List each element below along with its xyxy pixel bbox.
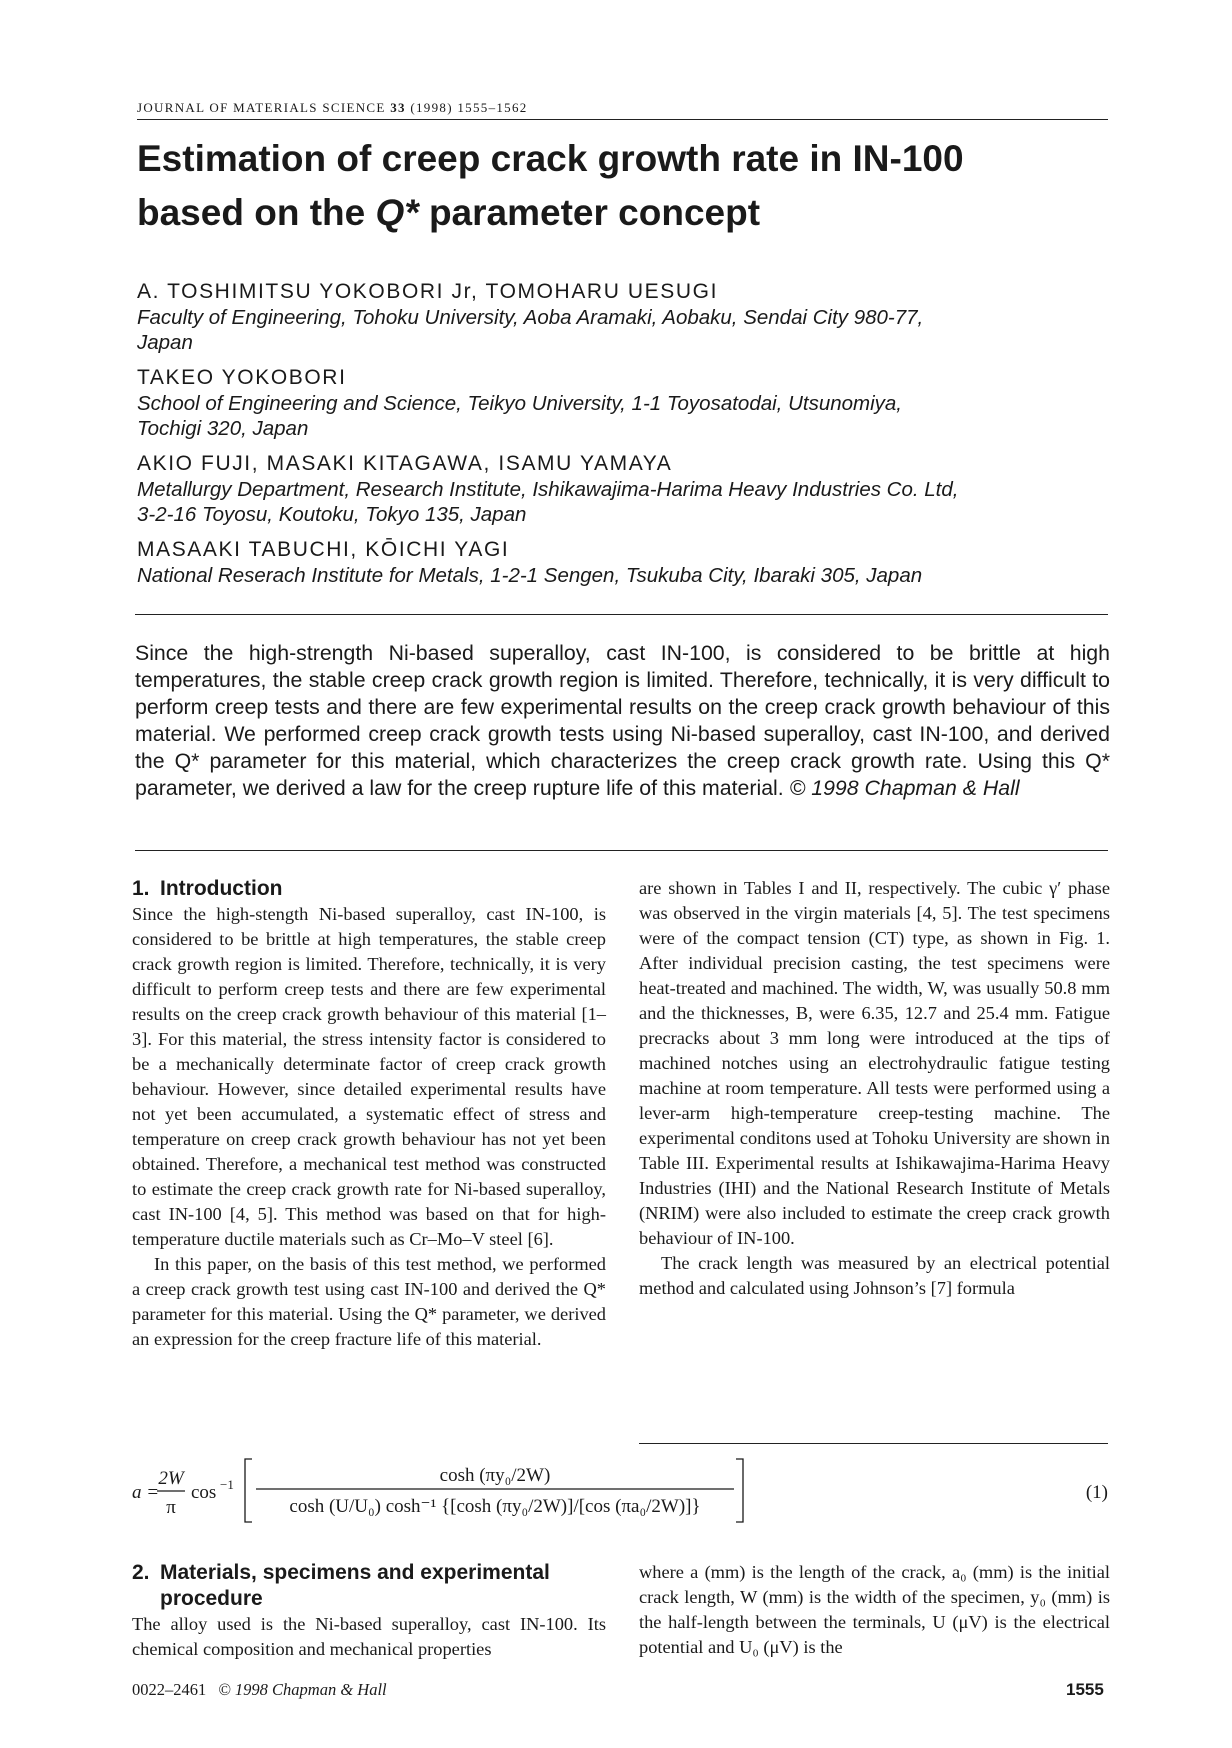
author-group: [137, 278, 1112, 355]
title-line-2-start: based on the: [137, 192, 376, 233]
journal-year-pages: (1998) 1555–1562: [410, 100, 528, 115]
issn: 0022–2461: [132, 1680, 207, 1699]
left-column: [132, 876, 606, 1352]
header-rule: [137, 119, 1108, 120]
affiliation-line: Tochigi 320, Japan: [137, 417, 309, 440]
paragraph: Since the high-stength Ni-based superalloy, cast IN-100, is considered to be brittle at high temperatures, the stable creep crack growth region is limited. Therefore, technically, it is very difficult to perform creep tests and there are few experimental results on the creep crack growth behaviour of this material [1–3]. For this material, the stress intensity factor is considered to be a mechanically determinate factor of creep crack growth behaviour. However, since detailed experimental results have not yet been accumulated, a systematic effect of stress and temperature on creep crack growth behaviour has not yet been obtained. Therefore, a mechanical test method was constructed to estimate the creep crack growth rate for Ni-based superalloy, cast IN-100 [4, 5]. This method was based on that for high-temperature ductile materials such as Cr–Mo–V steel [6].: [132, 904, 606, 1249]
author-names: AKIO FUJI, MASAKI KITAGAWA, ISAMU YAMAYA: [137, 452, 673, 475]
paragraph: The alloy used is the Ni-based superalloy, cast IN-100. Its chemical composition and mechanical properties: [132, 1614, 606, 1659]
right-column: [639, 876, 1110, 1301]
affiliation-line: Metallurgy Department, Research Institute, Ishikawajima-Harima Heavy Industries Co. Ltd,: [137, 478, 959, 501]
page-number: 1555: [1066, 1680, 1104, 1699]
equation-svg: [132, 1455, 1110, 1525]
paragraph: where a (mm) is the length of the crack, a₀ (mm) is the initial crack length, W (mm) is the width of the specimen, y₀ (mm) is the half-length between the terminals, U (μV) is the electrical potential and U₀ (μV) is the: [639, 1562, 1110, 1657]
equation-1: [132, 1455, 1110, 1525]
eq-coef-den: π: [166, 1497, 176, 1518]
paragraph: are shown in Tables I and II, respectively. The cubic γ′ phase was observed in the virgin materials [4, 5]. The test specimens were of the compact tension (CT) type, as shown in Fig. 1. After individual precision casting, the test specimens were heat-treated and machined. The width, W, was usually 50.8 mm and the thicknesses, B, were 6.35, 12.7 and 25.4 mm. Fatigue precracks about 3 mm long were introduced at the tips of machined notches using an electrohydraulic fatigue testing machine at room temperature. All tests were performed using a lever-arm high-temperature creep-testing machine. The experimental conditons used at Tohoku University are shown in Table III. Experimental results at Ishikawajima-Harima Heavy Industries (IHI) and the National Research Institute of Metals (NRIM) were also included to estimate the creep crack growth behaviour of IN-100.: [639, 878, 1110, 1248]
abstract-top-rule: [135, 614, 1108, 615]
left-column-lower: [132, 1560, 606, 1662]
affiliation-line: National Reserach Institute for Metals, 1-2-1 Sengen, Tsukuba City, Ibaraki 305, Japan: [137, 564, 923, 587]
author-names: MASAAKI TABUCHI, KŌICHI YAGI: [137, 538, 510, 561]
section-heading-materials: 2. Materials, specimens and experimental procedure: [132, 1561, 550, 1610]
author-group: [137, 450, 1112, 527]
author-names: TAKEO YOKOBORI: [137, 366, 347, 389]
article-title: [137, 132, 1107, 240]
affiliation-line: School of Engineering and Science, Teikyo University, 1-1 Toyosatodai, Utsunomiya,: [137, 392, 902, 415]
paragraph: In this paper, on the basis of this test method, we performed a creep crack growth test using cast IN-100 and derived the Q* parameter for this material. Using the Q* parameter, we derived an expression for the creep fracture life of this material.: [132, 1254, 606, 1349]
paragraph: The crack length was measured by an electrical potential method and calculated using Johnson’s [7] formula: [639, 1253, 1110, 1298]
affiliation-line: Faculty of Engineering, Tohoku University, Aoba Aramaki, Aobaku, Sendai City 980-77,: [137, 306, 924, 329]
eq-func: cos: [191, 1482, 217, 1503]
section-heading-introduction: 1. Introduction: [132, 877, 283, 900]
footer-copyright: © 1998 Chapman & Hall: [218, 1680, 387, 1699]
title-line-2-end: parameter concept: [418, 192, 761, 233]
eq-lhs: a =: [132, 1482, 160, 1503]
abstract-bottom-rule: [135, 850, 1108, 851]
journal-volume: 33: [390, 100, 406, 115]
title-q-star: Q*: [375, 192, 419, 233]
eq-frac-den: cosh (U/U₀) cosh⁻¹ {[cosh (πy₀/2W)]/[cos (πa₀/2W)]}: [289, 1496, 701, 1517]
eq-coef-num: 2W: [158, 1468, 184, 1489]
running-head: [137, 100, 528, 116]
journal-name: JOURNAL OF MATERIALS SCIENCE: [137, 100, 386, 115]
eq-frac-num: cosh (πy₀/2W): [439, 1465, 551, 1486]
abstract: [135, 640, 1110, 802]
author-names: A. TOSHIMITSU YOKOBORI Jr, TOMOHARU UESUGI: [137, 280, 719, 303]
author-group: [137, 364, 1112, 441]
left-bracket: [245, 1459, 252, 1522]
affiliation-line: Japan: [137, 331, 193, 354]
abstract-text: Since the high-strength Ni-based superalloy, cast IN-100, is considered to be brittle at high temperatures, the stable creep crack growth region is limited. Therefore, technically, it is very difficult to perform creep tests and there are few experimental results on the creep crack growth behaviour of this material. We performed creep crack growth tests using Ni-based superalloy, cast IN-100, and derived the Q* parameter for this material, which characterizes the creep crack growth rate. Using this Q* parameter, we derived a law for the creep rupture life of this material.: [135, 641, 1110, 800]
affiliation-line: 3-2-16 Toyosu, Koutoku, Tokyo 135, Japan: [137, 503, 527, 526]
author-group: [137, 536, 1112, 588]
right-column-lower: [639, 1560, 1110, 1660]
equation-rule: [639, 1443, 1108, 1444]
abstract-copyright: © 1998 Chapman & Hall: [789, 776, 1020, 800]
author-block: [137, 278, 1112, 597]
right-bracket: [736, 1459, 743, 1522]
eq-func-exp: −1: [220, 1477, 234, 1492]
eq-number: (1): [1085, 1482, 1108, 1503]
footer-left: [132, 1680, 387, 1700]
title-line-1: Estimation of creep crack growth rate in IN-100: [137, 138, 964, 179]
